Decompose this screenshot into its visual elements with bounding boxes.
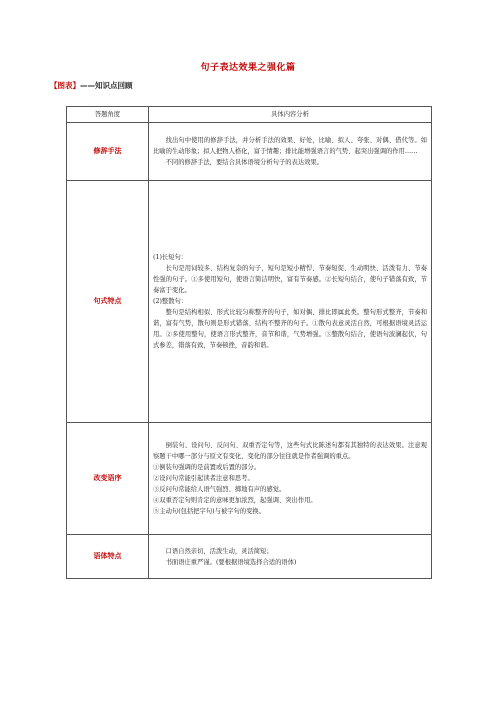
content-paragraph: (2)整散句： (153, 298, 188, 305)
knowledge-table (66, 106, 432, 579)
content-paragraph: (1)长短句： (153, 254, 188, 261)
content-cell (149, 181, 432, 423)
content-paragraph: 倒装句、设问句、反问句、双重否定句等，这些句式比陈述句都有其独特的表达效果。注意观察题干中哪一部分与原文有变化，变化的部分往往就是作者强调的重点。 (153, 442, 427, 460)
table-header-row (67, 107, 432, 123)
table-row (67, 181, 432, 423)
content-paragraph: 长句是用词较多、结构复杂的句子，短句是短小精悍、节奏短促、生动明快、活泼有力、节奏性强的句子。①多使用短句，使语言简洁明快，富有节奏感。②长短句结合，使句子错落有致，节奏富于变化。 (153, 265, 427, 294)
header-content: 具体内容分析 (149, 107, 432, 123)
content-paragraph: ③反问句常能给人语气强烈、掷地有声的感觉。 (153, 486, 286, 493)
subheading-tag: 【图表】 (50, 81, 80, 90)
content-paragraph: ④双重否定句则肯定的意味更加浓烈，起强调、突出作用。 (153, 497, 317, 504)
content-paragraph: 不同的修辞手法，要结合具体语境分析句子的表达效果。 (165, 159, 324, 166)
table-row (67, 535, 432, 579)
content-paragraph: ⑤主动句(包括把字句)与被字句的变换。 (153, 508, 265, 515)
header-aspect: 答题角度 (67, 107, 149, 123)
subheading-text: ——知识点回顾 (80, 81, 133, 90)
aspect-label: 改变语序 (67, 423, 149, 535)
table-row (67, 123, 432, 181)
content-paragraph: 整句是结构相似、形式比较匀称整齐的句子，如对偶、排比即属此类。整句形式整齐，节奏和谐，富有气势，散句则是形式错落、结构不整齐的句子。①散句表意灵活自然，可根据语境灵活运用。②多使用整句，使语言形式整齐，音节和谐，气势增强。③整散句结合，使语句波澜起伏，句式参差，错落有致，节奏顿挫，音韵和谐。 (153, 309, 427, 349)
content-cell (149, 123, 432, 181)
section-subheading (50, 80, 133, 91)
aspect-label: 句式特点 (67, 181, 149, 423)
page-title: 句子表达效果之强化篇 (200, 63, 296, 73)
content-paragraph: ①倒装句强调的是前置或后置的部分。 (153, 464, 261, 471)
aspect-label: 修辞手法 (67, 123, 149, 181)
aspect-label: 语体特点 (67, 535, 149, 579)
content-cell (149, 423, 432, 535)
content-paragraph: 书面语庄重严谨。(要根据语境选择合适的语体) (165, 558, 297, 566)
table-row (67, 423, 432, 535)
content-paragraph: 找出句中使用的修辞手法，并分析手法的效果、好处，比喻、拟人、夸张、对偶、借代等。如比喻的生动形象；拟人把物人格化，富于情趣；排比能增强语言的气势、起突出强调的作用…… (153, 137, 427, 155)
content-paragraph: ②设问句常能引起读者注意和思考。 (153, 475, 254, 482)
content-paragraph: 口语自然亲切，活泼生动，灵活简短； (165, 547, 273, 555)
content-cell (149, 535, 432, 579)
